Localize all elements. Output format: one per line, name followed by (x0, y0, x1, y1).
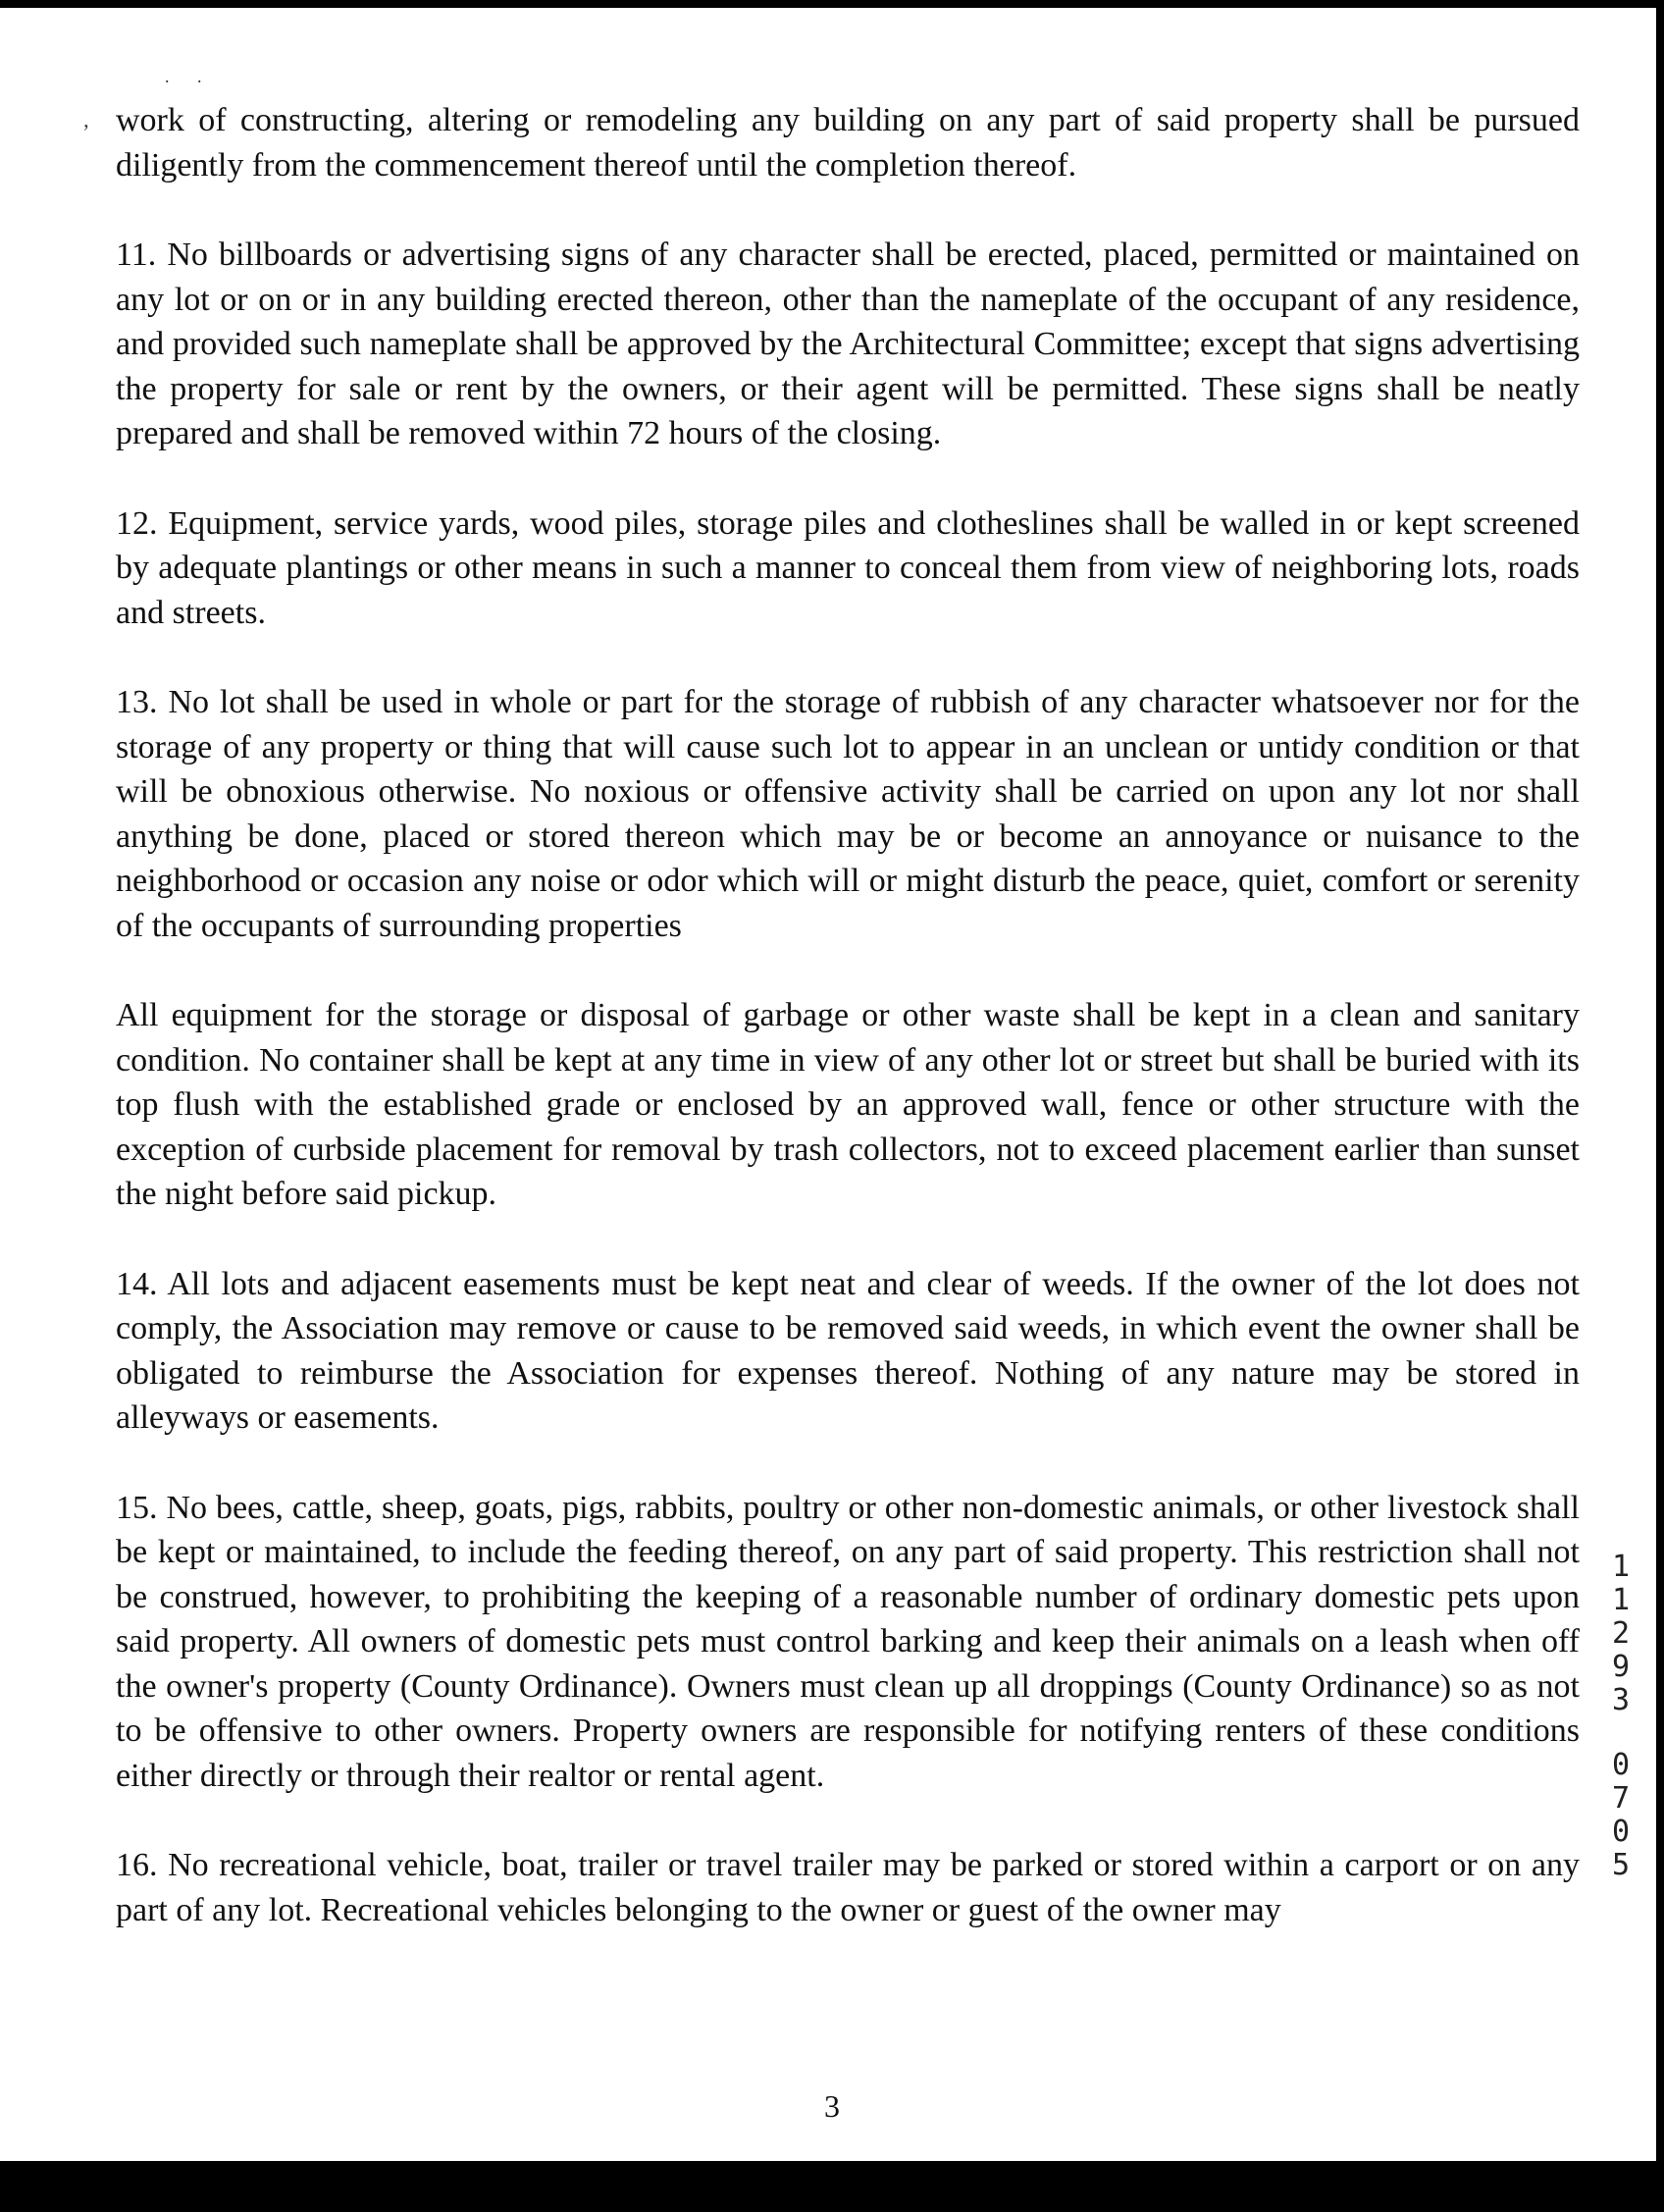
paragraph-continuation: work of constructing, altering or remodeling any building on any part of said property shall be pursued diligently from the commencement thereof until the completion thereof. (116, 102, 1580, 184)
doc-digit: 1 (1611, 1550, 1631, 1584)
page-number: 3 (824, 2088, 840, 2124)
doc-digit: 7 (1611, 1781, 1631, 1816)
paragraph-11-signs: 11. No billboards or advertising signs of any character shall be erected, placed, permitted or maintained on any lot or on or in any building erected thereon, other than the nameplate of the occupant of any residence, and provided such nameplate shall be approved by the Architectural Committee; except that signs advertising the property for sale or rent by the owners, or their agent will be permitted. These signs shall be neatly prepared and shall be removed within 72 hours of the closing. (116, 237, 1580, 451)
paragraph-16-vehicles: 16. No recreational vehicle, boat, trailer or travel trailer may be parked or stored within a carport or on any part of any lot. Recreational vehicles belonging to the owner or guest of the owner may (116, 1847, 1580, 1928)
paragraph-15-animals: 15. No bees, cattle, sheep, goats, pigs, rabbits, poultry or other non-domestic animals, or other livestock shall be kept or maintained, to include the feeding thereof, on any part of said property. This restriction shall not be construed, however, to prohibiting the keeping of a reasonable number of ordinary domestic pets upon said property. All owners of domestic pets must control barking and keep their animals on a leash when off the owner's property (County Ordinance). Owners must clean up all droppings (County Ordinance) so as not to be offensive to other owners. Property owners are responsible for notifying renters of these conditions either directly or through their realtor or rental agent. (116, 1489, 1580, 1794)
doc-digit: 0 (1611, 1815, 1631, 1849)
margin-tick: ʼ (82, 120, 90, 144)
scan-border-top (0, 0, 1664, 8)
doc-digit: 3 (1611, 1683, 1631, 1717)
scan-border-bottom (0, 2161, 1664, 2212)
paragraph-14-weeds: 14. All lots and adjacent easements must be kept neat and clear of weeds. If the owner of the lot does not comply, the Association may remove or cause to be removed said weeds, in which event the owner shall be obligated to reimburse the Association for expenses thereof. Nothing of any nature may be stored in alleyways or easements. (116, 1265, 1580, 1436)
document-body (116, 98, 1580, 1977)
side-document-number (1601, 1551, 1640, 1882)
doc-number-gap (1601, 1717, 1640, 1749)
paragraph-garbage: All equipment for the storage or disposal of garbage or other waste shall be kept in a clean and sanitary condition. No container shall be kept at any time in view of any other lot or street but shall be buried with its top flush with the established grade or enclosed by an approved wall, fence or other structure with the exception of curbside placement for removal by trash collectors, not to exceed placement earlier than sunset the night before said pickup. (116, 997, 1580, 1212)
scan-border-right (1656, 0, 1664, 2212)
doc-digit: 1 (1611, 1583, 1631, 1617)
paragraph-12-equipment: 12. Equipment, service yards, wood piles, storage piles and clotheslines shall be walled in or kept screened by adequate plantings or other means in such a manner to conceal them from view of neighboring lots, roads and streets. (116, 504, 1580, 631)
doc-digit: 5 (1611, 1848, 1631, 1882)
paragraph-13-rubbish: 13. No lot shall be used in whole or part for the storage of rubbish of any character whatsoever nor for the storage of any property or thing that will cause such lot to appear in an unclean or untidy condition or that will be obnoxious otherwise. No noxious or offensive activity shall be carried on upon any lot nor shall anything be done, placed or stored thereon which may be or become an annoyance or nuisance to the neighborhood or occasion any noise or odor which will or might disturb the peace, quiet, comfort or serenity of the occupants of surrounding properties (116, 684, 1580, 944)
scan-specks: . . (165, 67, 214, 86)
doc-digit: 9 (1611, 1650, 1631, 1684)
doc-digit: 2 (1611, 1616, 1631, 1651)
doc-digit: 0 (1611, 1748, 1631, 1782)
